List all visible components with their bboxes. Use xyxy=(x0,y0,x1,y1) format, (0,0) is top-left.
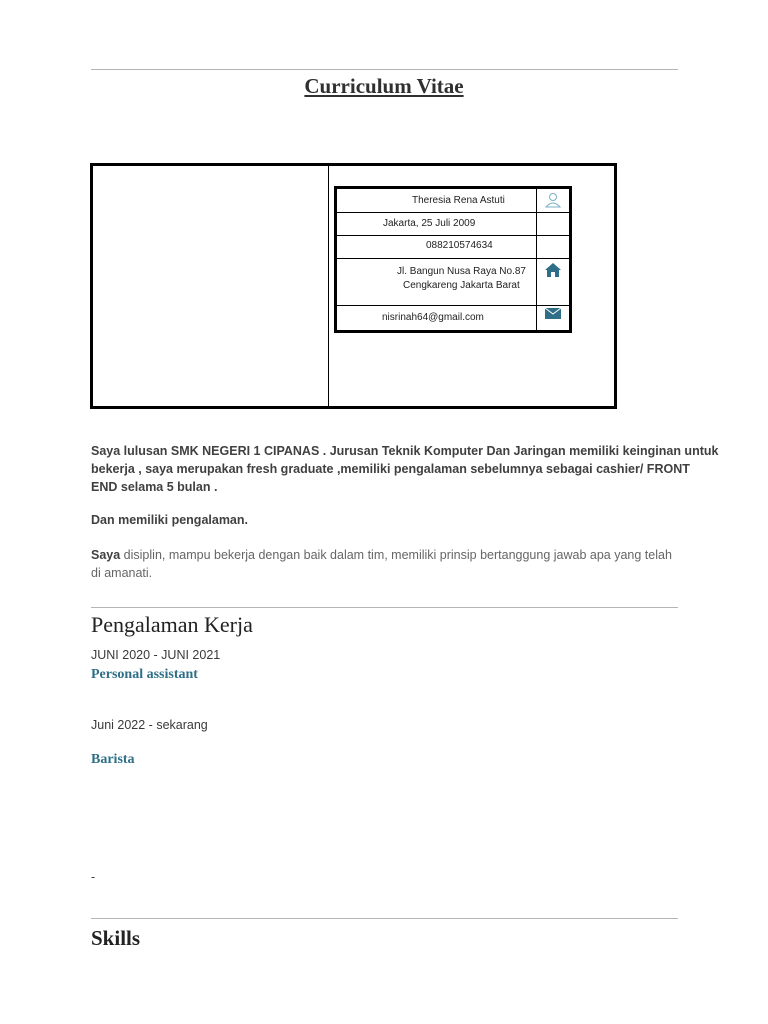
contact-row-phone xyxy=(337,236,569,259)
contact-email: nisrinah64@gmail.com xyxy=(382,312,484,323)
experience-role: Personal assistant xyxy=(91,667,198,682)
contact-row-birth xyxy=(337,213,569,236)
profile-box-divider xyxy=(328,166,329,406)
summary-paragraph xyxy=(91,442,718,496)
contact-row-email xyxy=(337,306,569,330)
contact-address-line2: Cengkareng Jakarta Barat xyxy=(403,280,520,291)
summary-line: END selama 5 bulan . xyxy=(91,480,218,494)
summary-line: Saya lulusan SMK NEGERI 1 CIPANAS . Jurusan Teknik Komputer Dan Jaringan memiliki keinginan untuk xyxy=(91,444,719,458)
experience-heading: Pengalaman Kerja xyxy=(91,612,253,637)
top-divider xyxy=(91,69,678,70)
contact-name: Theresia Rena Astuti xyxy=(412,195,505,206)
experience-role: Barista xyxy=(91,752,135,767)
experience-period: JUNI 2020 - JUNI 2021 xyxy=(91,648,221,662)
contact-row-address xyxy=(337,259,569,306)
contact-phone: 088210574634 xyxy=(426,240,493,251)
experience-period: Juni 2022 - sekarang xyxy=(91,718,208,732)
contact-row-name xyxy=(337,189,569,213)
contact-table xyxy=(334,186,572,333)
contact-birth: Jakarta, 25 Juli 2009 xyxy=(383,218,476,229)
traits-lead: Saya xyxy=(91,548,121,562)
section-divider xyxy=(91,607,678,608)
person-icon xyxy=(543,192,563,208)
summary-line: bekerja , saya merupakan fresh graduate ,memiliki pengalaman sebelumnya sebagai cashier/ FRONT xyxy=(91,462,690,476)
traits-text: disiplin, mampu bekerja dengan baik dalam tim, memiliki prinsip bertanggung jawab apa yang telah xyxy=(120,548,672,562)
experience-note: Dan memiliki pengalaman. xyxy=(91,513,248,527)
experience-dash: - xyxy=(91,870,96,884)
section-divider xyxy=(91,918,678,919)
contact-address-line1: Jl. Bangun Nusa Raya No.87 xyxy=(397,266,526,277)
home-icon xyxy=(543,262,563,278)
traits-text: di amanati. xyxy=(91,566,153,580)
document-title: Curriculum Vitae xyxy=(304,74,464,98)
traits-paragraph xyxy=(91,546,672,582)
skills-heading: Skills xyxy=(91,926,141,950)
mail-icon xyxy=(543,306,563,322)
